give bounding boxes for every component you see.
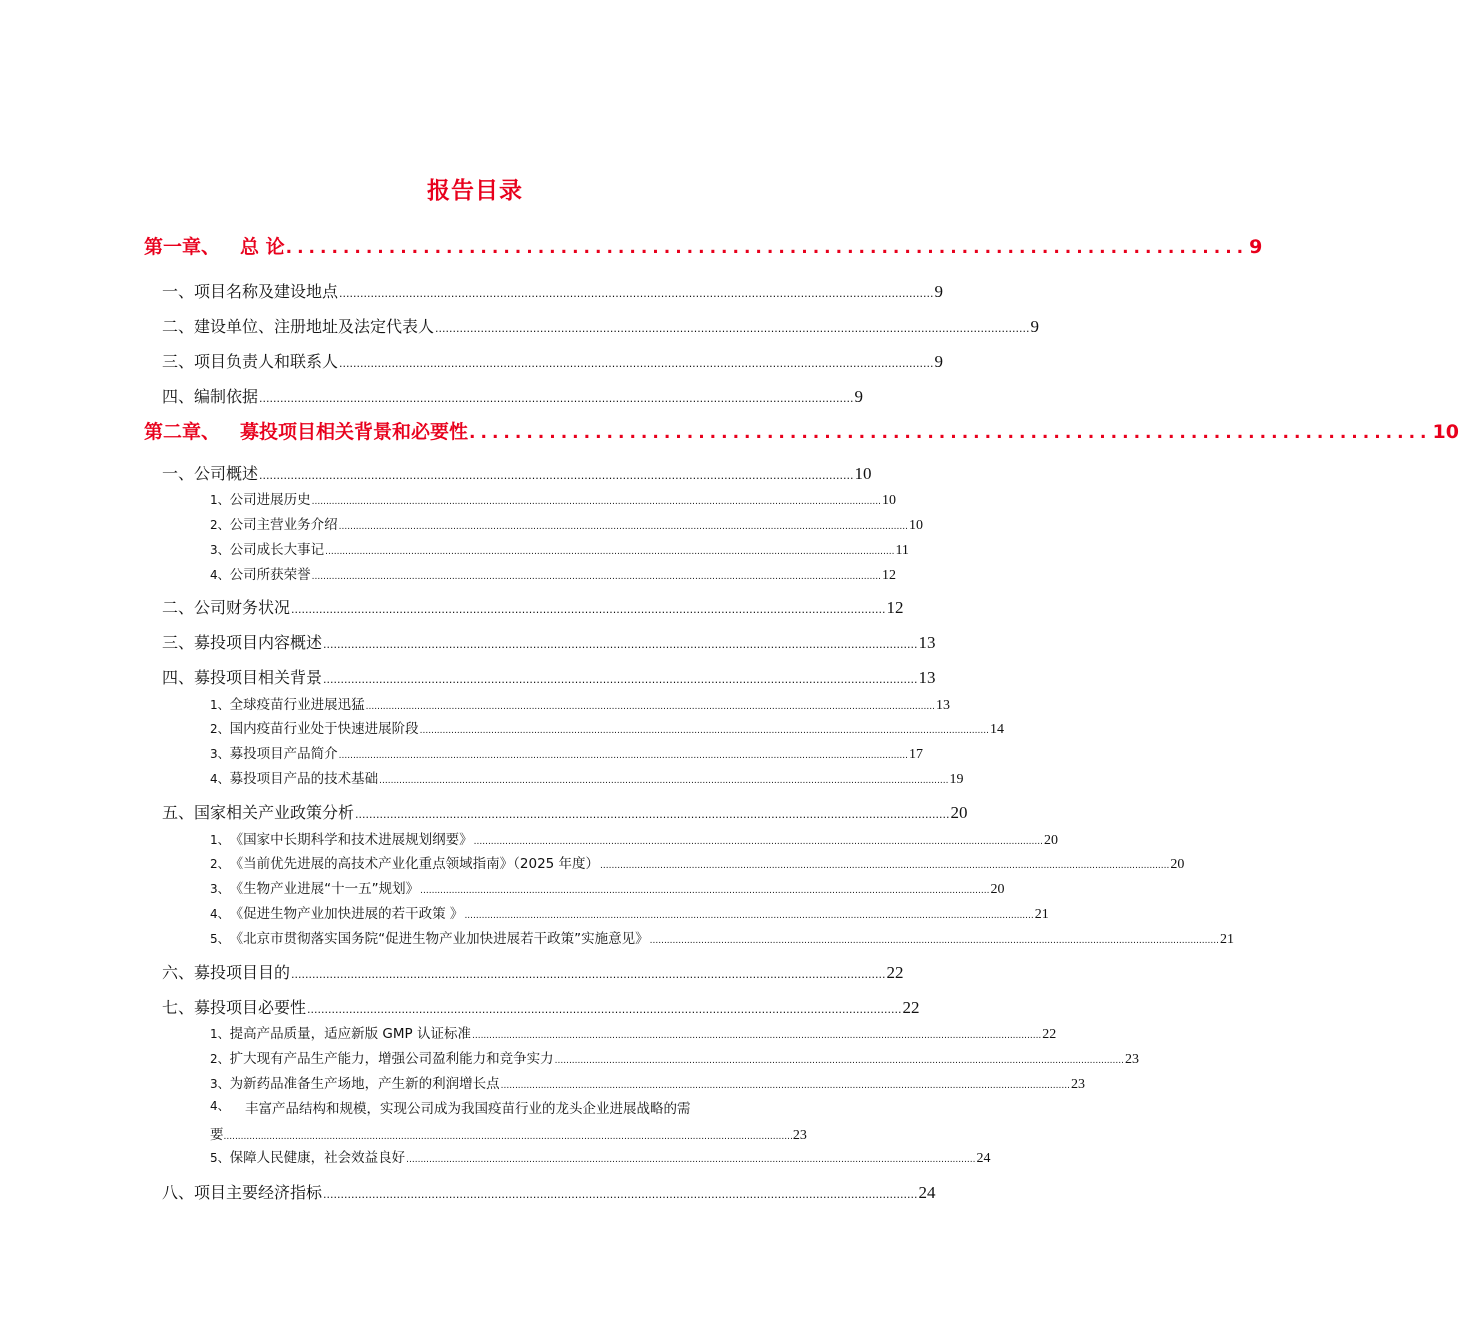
page-number: 10 (854, 464, 872, 483)
subsection-number: 5、 (210, 932, 230, 946)
subsection-title: 募投项目产品的技术基础 (229, 771, 379, 787)
section-number: 一、 (162, 464, 195, 483)
leader-dots: ....................................................................................................................................................................................................... (471, 1031, 1042, 1041)
page-number: 21 (1219, 932, 1234, 947)
subsection-number: 3、 (210, 882, 230, 896)
subsection-number: 2、 (210, 518, 230, 532)
subsection-number: 1、 (210, 493, 230, 507)
leader-dots: .......................................................................................................................................................................... (291, 603, 886, 616)
page-number: 13 (918, 668, 936, 687)
subsection-title-continued: 要 (210, 1127, 224, 1143)
page-number: 20 (1170, 857, 1185, 872)
leader-dots: .......................................................................................................................................................................... (259, 469, 854, 482)
leader-dots: ....................................................................................................................................................................................................... (223, 1132, 793, 1142)
leader-dots: ....................................................................................................................................................................................................... (419, 726, 989, 736)
page-number: 22 (1042, 1027, 1057, 1042)
toc-chapter[interactable] (144, 232, 1263, 259)
page-number: 21 (1034, 907, 1049, 922)
toc-subsection[interactable] (210, 1072, 1085, 1093)
leader-dots: .................................................................................... (469, 423, 1432, 443)
subsection-title: 《北京市贯彻落实国务院“促进生物产业加快进展若干政策”实施意见》 (229, 931, 649, 947)
section-number: 一、 (162, 282, 195, 301)
section-title: 募投项目必要性 (194, 998, 307, 1017)
subsection-number: 4、 (210, 772, 230, 786)
leader-dots: ....................................................................................................................................................................................................... (649, 936, 1219, 946)
subsection-title: 《当前优先进展的高技术产业化重点领域指南》（2025 年度） (229, 856, 600, 872)
leader-dots: ....................................................................................................................................................................................................... (420, 886, 990, 896)
leader-dots: ....................................................................................................................................................................................................... (473, 837, 1043, 847)
page-number: 23 (1070, 1077, 1085, 1092)
page-number: 12 (886, 598, 904, 617)
section-title: 公司概述 (194, 464, 259, 483)
subsection-title: 公司进展历史 (229, 492, 311, 508)
section-title: 建设单位、注册地址及法定代表人 (194, 317, 435, 336)
subsection-title: 保障人民健康，社会效益良好 (229, 1150, 406, 1166)
page-number: 20 (950, 803, 968, 822)
page-number: 9 (934, 282, 943, 301)
toc-subsection[interactable] (210, 717, 1004, 738)
toc-subsection[interactable] (210, 693, 950, 714)
section-number: 四、 (162, 668, 195, 687)
toc-section[interactable] (162, 279, 943, 302)
page-number: 14 (989, 722, 1004, 737)
leader-dots: ....................................................................................................................................................................................................... (365, 702, 935, 712)
leader-dots: .......................................................................................................................................................................... (355, 808, 950, 821)
subsection-title: 募投项目产品简介 (229, 746, 338, 762)
section-number: 七、 (162, 998, 195, 1017)
page-number: 13 (918, 633, 936, 652)
subsection-number: 4、 (210, 907, 230, 921)
toc-section[interactable] (162, 314, 1039, 337)
subsection-title: 公司成长大事记 (229, 542, 325, 558)
leader-dots: ....................................................................................................................................................................................................... (338, 522, 908, 532)
leader-dots: .......................................................................................................................................................................... (339, 357, 934, 370)
page-number: 19 (949, 772, 964, 787)
toc-subsection[interactable] (210, 1146, 991, 1167)
toc-subsection[interactable] (210, 1022, 1057, 1043)
leader-dots: .......................................................................................................................................................................... (339, 287, 934, 300)
subsection-number: 3、 (210, 747, 230, 761)
toc-subsection[interactable] (210, 902, 1049, 923)
page-number: 9 (1030, 317, 1039, 336)
page-number: 22 (886, 963, 904, 982)
page-number: 9 (1249, 236, 1263, 258)
page-number: 20 (1043, 833, 1058, 848)
toc-subsection[interactable] (210, 513, 923, 534)
leader-dots: ....................................................................................................................................................................................................... (379, 776, 949, 786)
toc-subsection[interactable] (210, 828, 1058, 849)
page-number: 24 (976, 1151, 991, 1166)
subsection-number: 1、 (210, 698, 230, 712)
page-number: 20 (990, 882, 1005, 897)
toc-subsection[interactable] (210, 927, 1234, 948)
toc-subsection[interactable] (210, 767, 964, 788)
subsection-number: 2、 (210, 722, 230, 736)
page-number: 23 (792, 1128, 807, 1143)
section-title: 募投项目内容概述 (194, 633, 323, 652)
toc-section[interactable] (162, 384, 863, 407)
toc-subsection[interactable] (210, 488, 896, 509)
toc-section[interactable] (162, 349, 943, 372)
section-title: 公司财务状况 (194, 598, 291, 617)
leader-dots: ....................................................................................................................................................................................................... (554, 1056, 1124, 1066)
page-number: 10 (1432, 421, 1459, 443)
subsection-title: 公司主营业务介绍 (229, 517, 338, 533)
leader-dots: .......................................................................................................................................................................... (323, 638, 918, 651)
section-title: 项目主要经济指标 (194, 1183, 323, 1202)
leader-dots: .......................................................................................................................................................................... (323, 1188, 918, 1201)
subsection-number: 1、 (210, 833, 230, 847)
toc-section[interactable] (162, 461, 872, 484)
toc-subsection[interactable] (210, 742, 923, 763)
subsection-number: 4、 (210, 1099, 230, 1113)
toc-section[interactable] (162, 665, 936, 688)
section-title: 项目负责人和联系人 (194, 352, 339, 371)
page-number: 9 (854, 387, 863, 406)
toc-section[interactable] (162, 595, 904, 618)
toc-section[interactable] (162, 800, 968, 823)
leader-dots: .................................................................................... (285, 238, 1249, 258)
section-number: 二、 (162, 598, 195, 617)
leader-dots: ....................................................................................................................................................................................................... (311, 497, 881, 507)
toc-section[interactable] (162, 960, 904, 983)
page-number: 9 (934, 352, 943, 371)
subsection-number: 4、 (210, 568, 230, 582)
section-number: 四、 (162, 387, 195, 406)
section-number: 五、 (162, 803, 195, 822)
subsection-title: 丰富产品结构和规模，实现公司成为我国疫苗行业的龙头企业进展战略的需 (245, 1101, 691, 1117)
page-number: 23 (1124, 1052, 1139, 1067)
toc-chapter[interactable] (144, 417, 1459, 444)
section-number: 三、 (162, 633, 195, 652)
subsection-number: 1、 (210, 1027, 230, 1041)
leader-dots: .......................................................................................................................................................................... (291, 968, 886, 981)
page-number: 10 (908, 518, 923, 533)
section-title: 编制依据 (194, 387, 259, 406)
subsection-title: 提高产品质量，适应新版 GMP 认证标准 (229, 1026, 471, 1042)
toc-subsection[interactable] (210, 877, 1005, 898)
toc-section[interactable] (162, 1180, 936, 1203)
leader-dots: ....................................................................................................................................................................................................... (406, 1155, 976, 1165)
leader-dots: .......................................................................................................................................................................... (259, 392, 854, 405)
subsection-title: 公司所获荣誉 (229, 567, 311, 583)
subsection-number: 2、 (210, 1052, 230, 1066)
subsection-number: 3、 (210, 1077, 230, 1091)
section-title: 募投项目目的 (194, 963, 291, 982)
page-number: 10 (881, 493, 896, 508)
subsection-title: 为新药品准备生产场地，产生新的利润增长点 (229, 1076, 500, 1092)
toc-subsection[interactable] (210, 1047, 1139, 1068)
subsection-title: 《生物产业进展“十一五”规划》 (229, 881, 420, 897)
subsection-title: 《国家中长期科学和技术进展规划纲要》 (229, 832, 473, 848)
page-number: 12 (881, 568, 896, 583)
leader-dots: ....................................................................................................................................................................................................... (500, 1081, 1070, 1091)
chapter-title: 总 论 (240, 236, 285, 258)
section-number: 六、 (162, 963, 195, 982)
section-number: 八、 (162, 1183, 195, 1202)
leader-dots: ....................................................................................................................................................................................................... (464, 911, 1034, 921)
toc-subsection[interactable] (210, 538, 909, 559)
subsection-number: 5、 (210, 1151, 230, 1165)
page-number: 22 (902, 998, 920, 1017)
page-number: 17 (908, 747, 923, 762)
page-title: 报告目录 (427, 178, 523, 204)
subsection-title: 扩大现有产品生产能力，增强公司盈利能力和竞争实力 (229, 1051, 554, 1067)
chapter-number: 第二章、 (144, 421, 221, 443)
leader-dots: ....................................................................................................................................................................................................... (311, 572, 881, 582)
section-title: 项目名称及建设地点 (194, 282, 339, 301)
leader-dots: ....................................................................................................................................................................................................... (338, 751, 908, 761)
leader-dots: .......................................................................................................................................................................... (323, 673, 918, 686)
chapter-title: 募投项目相关背景和必要性 (240, 421, 469, 443)
section-number: 三、 (162, 352, 195, 371)
subsection-title: 国内疫苗行业处于快速进展阶段 (229, 721, 419, 737)
leader-dots: .......................................................................................................................................................................... (435, 322, 1030, 335)
toc-subsection[interactable] (210, 1097, 806, 1144)
toc-section[interactable] (162, 630, 936, 653)
section-title: 国家相关产业政策分析 (194, 803, 355, 822)
leader-dots: ....................................................................................................................................................................................................... (325, 547, 895, 557)
section-title: 募投项目相关背景 (194, 668, 323, 687)
toc-section[interactable] (162, 995, 920, 1018)
page-number: 24 (918, 1183, 936, 1202)
section-number: 二、 (162, 317, 195, 336)
toc-subsection[interactable] (210, 563, 896, 584)
chapter-number: 第一章、 (144, 236, 221, 258)
subsection-title: 《促进生物产业加快进展的若干政策 》 (229, 906, 464, 922)
subsection-number: 3、 (210, 543, 230, 557)
leader-dots: ....................................................................................................................................................................................................... (600, 861, 1170, 871)
leader-dots: .......................................................................................................................................................................... (307, 1003, 902, 1016)
subsection-title: 全球疫苗行业进展迅猛 (229, 697, 365, 713)
toc-subsection[interactable] (210, 852, 1185, 873)
page-number: 11 (895, 543, 909, 558)
page-number: 13 (935, 698, 950, 713)
subsection-number: 2、 (210, 857, 230, 871)
